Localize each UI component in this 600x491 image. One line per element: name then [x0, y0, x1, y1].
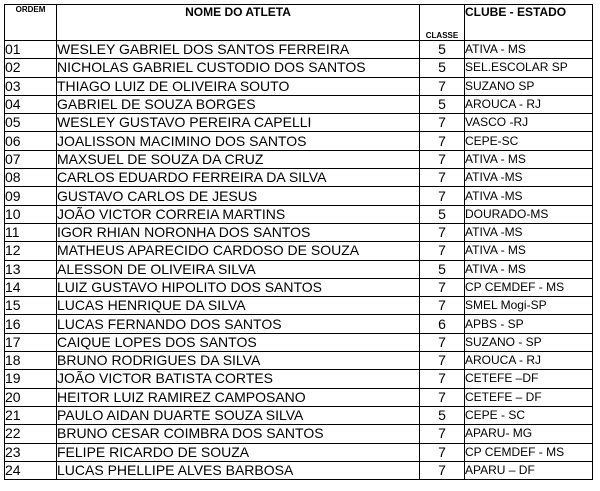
- cell-nome: GABRIEL DE SOUZA BORGES: [57, 95, 420, 113]
- cell-clube: APBS - SP: [465, 315, 593, 333]
- cell-classe: 5: [420, 95, 465, 113]
- cell-classe: 7: [420, 461, 465, 479]
- table-row: [5, 352, 593, 370]
- cell-ordem: 21: [5, 406, 57, 424]
- cell-ordem: 13: [5, 260, 57, 278]
- table-row: [5, 187, 593, 205]
- header-ordem: ORDEM: [5, 5, 57, 41]
- cell-nome: JOALISSON MACIMINO DOS SANTOS: [57, 132, 420, 150]
- cell-classe: 7: [420, 223, 465, 241]
- cell-clube: CP CEMDEF - MS: [465, 278, 593, 296]
- cell-classe: 5: [420, 406, 465, 424]
- cell-classe: 7: [420, 443, 465, 461]
- cell-nome: FELIPE RICARDO DE SOUZA: [57, 443, 420, 461]
- cell-nome: LUCAS PHELLIPE ALVES BARBOSA: [57, 461, 420, 479]
- cell-nome: JOÃO VICTOR BATISTA CORTES: [57, 370, 420, 388]
- table-row: [5, 315, 593, 333]
- cell-clube: ATIVA - MS: [465, 150, 593, 168]
- cell-ordem: 17: [5, 333, 57, 351]
- cell-classe: 7: [420, 150, 465, 168]
- cell-nome: BRUNO CESAR COIMBRA DOS SANTOS: [57, 425, 420, 443]
- cell-clube: CP CEMDEF - MS: [465, 443, 593, 461]
- cell-classe: 5: [420, 205, 465, 223]
- cell-clube: VASCO -RJ: [465, 114, 593, 132]
- table-row: [5, 297, 593, 315]
- cell-ordem: 09: [5, 187, 57, 205]
- cell-clube: SEL.ESCOLAR SP: [465, 59, 593, 77]
- cell-ordem: 18: [5, 352, 57, 370]
- cell-classe: 7: [420, 352, 465, 370]
- cell-classe: 7: [420, 278, 465, 296]
- header-clube-estado: CLUBE - ESTADO: [465, 5, 593, 41]
- cell-clube: CEPE - SC: [465, 406, 593, 424]
- cell-classe: 7: [420, 114, 465, 132]
- cell-ordem: 22: [5, 425, 57, 443]
- cell-classe: 5: [420, 59, 465, 77]
- table-row: [5, 461, 593, 479]
- cell-nome: ALESSON DE OLIVEIRA SILVA: [57, 260, 420, 278]
- cell-ordem: 07: [5, 150, 57, 168]
- cell-ordem: 20: [5, 388, 57, 406]
- table-row: [5, 260, 593, 278]
- table-row: [5, 132, 593, 150]
- cell-classe: 5: [420, 41, 465, 59]
- cell-clube: ATIVA - MS: [465, 242, 593, 260]
- table-header-row: [5, 5, 593, 41]
- cell-nome: MAXSUEL DE SOUZA DA CRUZ: [57, 150, 420, 168]
- cell-ordem: 01: [5, 41, 57, 59]
- cell-nome: HEITOR LUIZ RAMIREZ CAMPOSANO: [57, 388, 420, 406]
- table-row: [5, 425, 593, 443]
- cell-classe: 7: [420, 187, 465, 205]
- table-row: [5, 59, 593, 77]
- cell-nome: IGOR RHIAN NORONHA DOS SANTOS: [57, 223, 420, 241]
- header-nome-do-atleta: NOME DO ATLETA: [57, 5, 420, 41]
- cell-ordem: 14: [5, 278, 57, 296]
- table-row: [5, 95, 593, 113]
- cell-clube: CETEFE – DF: [465, 388, 593, 406]
- cell-nome: JOÃO VICTOR CORREIA MARTINS: [57, 205, 420, 223]
- cell-classe: 7: [420, 242, 465, 260]
- cell-ordem: 19: [5, 370, 57, 388]
- cell-clube: ATIVA -MS: [465, 169, 593, 187]
- cell-classe: 7: [420, 297, 465, 315]
- table-row: [5, 77, 593, 95]
- cell-clube: ATIVA - MS: [465, 260, 593, 278]
- cell-ordem: 08: [5, 169, 57, 187]
- cell-classe: 7: [420, 370, 465, 388]
- cell-nome: WESLEY GABRIEL DOS SANTOS FERREIRA: [57, 41, 420, 59]
- cell-ordem: 04: [5, 95, 57, 113]
- cell-clube: DOURADO-MS: [465, 205, 593, 223]
- cell-nome: LUIZ GUSTAVO HIPOLITO DOS SANTOS: [57, 278, 420, 296]
- cell-ordem: 24: [5, 461, 57, 479]
- table-row: [5, 41, 593, 59]
- cell-ordem: 02: [5, 59, 57, 77]
- cell-ordem: 06: [5, 132, 57, 150]
- cell-clube: AROUCA - RJ: [465, 95, 593, 113]
- cell-nome: BRUNO RODRIGUES DA SILVA: [57, 352, 420, 370]
- cell-ordem: 15: [5, 297, 57, 315]
- table-row: [5, 205, 593, 223]
- table-row: [5, 443, 593, 461]
- cell-clube: CETEFE –DF: [465, 370, 593, 388]
- cell-ordem: 11: [5, 223, 57, 241]
- cell-classe: 7: [420, 132, 465, 150]
- cell-nome: PAULO AIDAN DUARTE SOUZA SILVA: [57, 406, 420, 424]
- cell-clube: ATIVA -MS: [465, 187, 593, 205]
- table-row: [5, 406, 593, 424]
- cell-classe: 7: [420, 425, 465, 443]
- table-row: [5, 223, 593, 241]
- table-row: [5, 169, 593, 187]
- cell-nome: WESLEY GUSTAVO PEREIRA CAPELLI: [57, 114, 420, 132]
- table-row: [5, 242, 593, 260]
- athlete-table: [4, 4, 593, 480]
- cell-nome: MATHEUS APARECIDO CARDOSO DE SOUZA: [57, 242, 420, 260]
- cell-ordem: 12: [5, 242, 57, 260]
- table-row: [5, 388, 593, 406]
- table-row: [5, 278, 593, 296]
- cell-nome: THIAGO LUIZ DE OLIVEIRA SOUTO: [57, 77, 420, 95]
- cell-clube: AROUCA - RJ: [465, 352, 593, 370]
- cell-ordem: 16: [5, 315, 57, 333]
- cell-classe: 7: [420, 77, 465, 95]
- cell-clube: APARU- MG: [465, 425, 593, 443]
- athlete-list-document: [4, 4, 594, 480]
- table-row: [5, 333, 593, 351]
- cell-nome: CAIQUE LOPES DOS SANTOS: [57, 333, 420, 351]
- table-row: [5, 114, 593, 132]
- cell-classe: 7: [420, 169, 465, 187]
- cell-nome: LUCAS HENRIQUE DA SILVA: [57, 297, 420, 315]
- cell-classe: 6: [420, 315, 465, 333]
- table-row: [5, 370, 593, 388]
- cell-nome: NICHOLAS GABRIEL CUSTODIO DOS SANTOS: [57, 59, 420, 77]
- cell-clube: SMEL Mogi-SP: [465, 297, 593, 315]
- cell-nome: GUSTAVO CARLOS DE JESUS: [57, 187, 420, 205]
- cell-nome: LUCAS FERNANDO DOS SANTOS: [57, 315, 420, 333]
- cell-clube: SUZANO - SP: [465, 333, 593, 351]
- cell-clube: ATIVA - MS: [465, 41, 593, 59]
- cell-nome: CARLOS EDUARDO FERREIRA DA SILVA: [57, 169, 420, 187]
- cell-ordem: 05: [5, 114, 57, 132]
- cell-ordem: 23: [5, 443, 57, 461]
- cell-ordem: 03: [5, 77, 57, 95]
- cell-classe: 7: [420, 388, 465, 406]
- cell-clube: SUZANO SP: [465, 77, 593, 95]
- table-row: [5, 150, 593, 168]
- cell-classe: 7: [420, 333, 465, 351]
- cell-clube: CEPE-SC: [465, 132, 593, 150]
- cell-ordem: 10: [5, 205, 57, 223]
- header-classe: CLASSE: [420, 5, 465, 41]
- cell-classe: 5: [420, 260, 465, 278]
- cell-clube: APARU – DF: [465, 461, 593, 479]
- cell-clube: ATIVA -MS: [465, 223, 593, 241]
- table-body: [5, 41, 593, 480]
